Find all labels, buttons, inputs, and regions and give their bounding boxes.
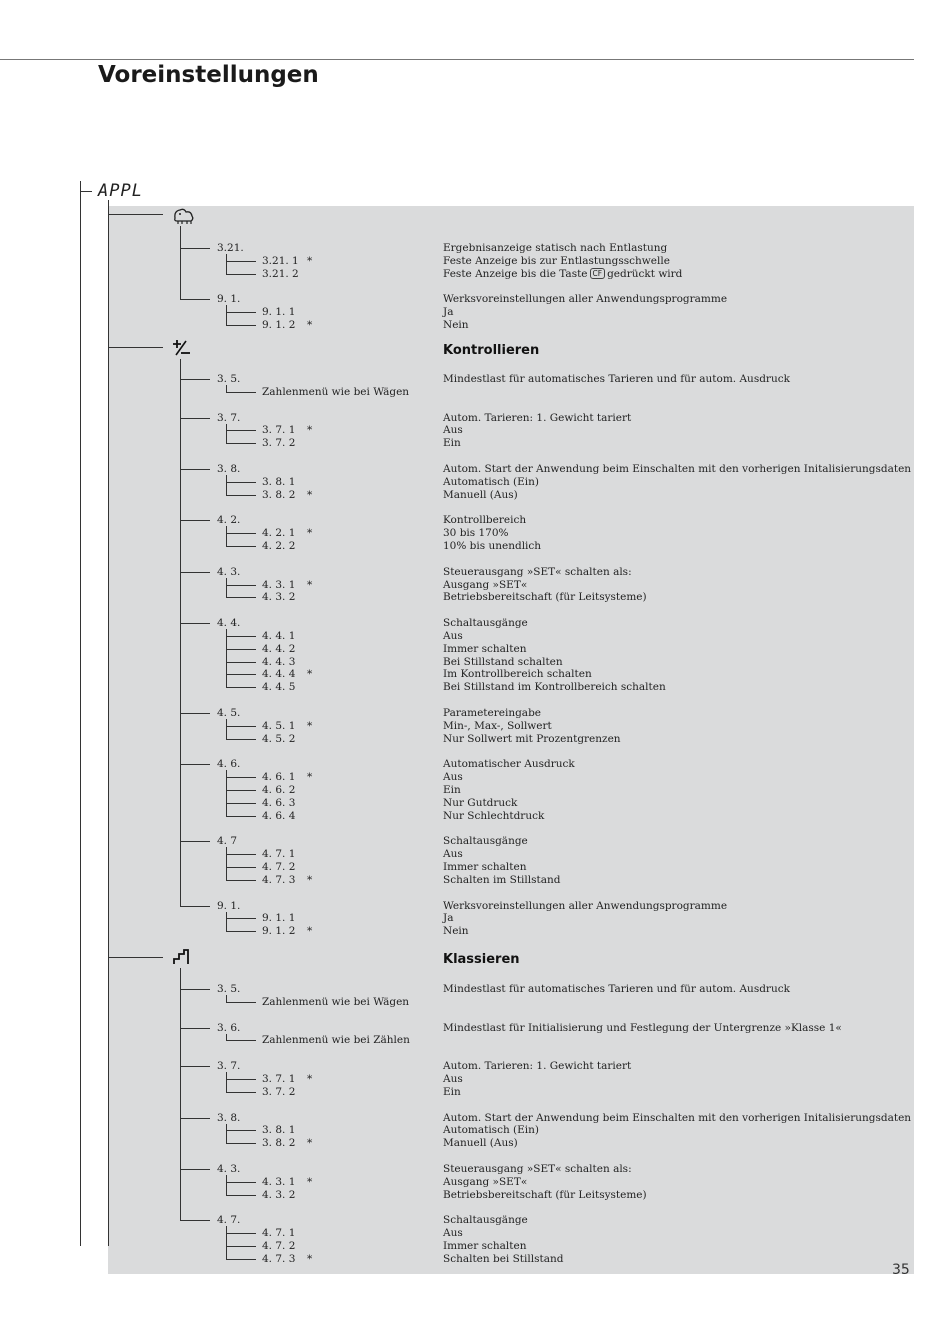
- level2-connector: [226, 546, 256, 547]
- level2-trunk-line: [226, 475, 227, 495]
- menu-code: Zahlenmenü wie bei Wägen: [262, 385, 410, 398]
- menu-description: Mindestlast für Initialisierung und Festlegung der Untergrenze »Klasse 1«: [443, 1021, 842, 1034]
- menu-code: 3. 8. 2: [262, 488, 296, 501]
- menu-code: 3. 8.: [217, 1111, 241, 1124]
- level2-connector: [226, 392, 256, 393]
- level2-connector: [226, 482, 256, 483]
- menu-description: Immer schalten: [443, 1240, 527, 1252]
- menu-code: 3. 7. 1: [262, 424, 296, 437]
- menu-code: 9. 1. 2: [262, 925, 296, 938]
- level2-trunk-line: [226, 526, 227, 546]
- level2-trunk-line: [226, 629, 227, 687]
- menu-description: Autom. Tarieren: 1. Gewicht tariert: [443, 1060, 632, 1073]
- menu-description: Betriebsbereitschaft (für Leitsysteme): [443, 1188, 647, 1201]
- level2-trunk-line: [226, 385, 227, 392]
- default-marker: *: [307, 1175, 313, 1188]
- description-text: Feste Anzeige bis die Taste: [443, 267, 588, 280]
- menu-code: 4. 2. 2: [262, 540, 296, 552]
- level1-connector: [180, 1066, 210, 1067]
- menu-code: 3. 5.: [217, 373, 241, 385]
- level2-connector: [226, 495, 256, 496]
- menu-code: 4. 7: [217, 835, 238, 848]
- menu-code: 3. 7. 2: [262, 1085, 296, 1098]
- section1-connector: [108, 214, 163, 215]
- menu-code: 9. 1.: [217, 293, 241, 306]
- level1-trunk-line: [180, 968, 181, 1220]
- menu-description: Autom. Tarieren: 1. Gewicht tariert: [443, 411, 632, 424]
- level2-trunk-line: [226, 254, 227, 274]
- level2-connector: [226, 1195, 256, 1196]
- level1-trunk-line: [180, 226, 181, 299]
- menu-code: 9. 1. 1: [262, 912, 296, 925]
- cf-key-icon: CF: [590, 268, 606, 279]
- level2-trunk-line: [226, 770, 227, 815]
- default-marker: *: [307, 488, 313, 501]
- level1-connector: [180, 623, 210, 624]
- menu-description: Ein: [443, 437, 461, 450]
- menu-code: 3. 7. 2: [262, 437, 296, 450]
- menu-code: 4. 5.: [217, 707, 241, 719]
- default-marker: *: [307, 771, 313, 784]
- menu-description: Ein: [443, 1085, 461, 1098]
- level2-connector: [226, 726, 256, 727]
- menu-description: Nur Sollwert mit Prozentgrenzen: [443, 732, 621, 745]
- level1-connector: [180, 1220, 210, 1221]
- menu-description: Steuerausgang »SET« schalten als:: [443, 1163, 632, 1175]
- menu-code: 4. 6.: [217, 758, 241, 771]
- level2-trunk-line: [226, 847, 227, 879]
- level2-connector: [226, 1002, 256, 1003]
- level2-connector: [226, 1092, 256, 1093]
- menu-code: 3. 8. 1: [262, 1124, 296, 1137]
- level2-connector: [226, 312, 256, 313]
- level2-connector: [226, 261, 256, 262]
- level2-connector: [226, 533, 256, 534]
- level2-connector: [226, 880, 256, 881]
- level2-connector: [226, 1246, 256, 1247]
- menu-code: 4. 5. 1: [262, 719, 296, 732]
- menu-description: Autom. Start der Anwendung beim Einschalten mit den vorherigen Initalisierungsdaten: [443, 463, 912, 475]
- header-rule: [0, 59, 914, 60]
- level1-connector: [180, 418, 210, 419]
- menu-code: 9. 1. 2: [262, 319, 296, 331]
- menu-description: Ja: [443, 306, 454, 319]
- level2-trunk-line: [226, 1072, 227, 1092]
- section3-heading: Klassieren: [443, 952, 520, 967]
- menu-description: Bei Stillstand im Kontrollbereich schalten: [443, 681, 666, 694]
- level2-trunk-line: [226, 424, 227, 444]
- menu-description: Aus: [443, 1227, 463, 1240]
- menu-code: 3. 5.: [217, 983, 241, 995]
- default-marker: *: [307, 925, 313, 938]
- default-marker: *: [307, 873, 313, 886]
- level1-connector: [180, 572, 210, 573]
- level2-connector: [226, 585, 256, 586]
- description-text: gedrückt wird: [607, 267, 683, 280]
- level2-connector: [226, 443, 256, 444]
- level1-connector: [180, 906, 210, 907]
- menu-description: Ausgang »SET«: [443, 1175, 528, 1188]
- level1-trunk-line: [180, 359, 181, 906]
- menu-description: Min-, Max-, Sollwert: [443, 719, 552, 732]
- section2-connector: [108, 347, 163, 348]
- default-marker: *: [307, 424, 313, 437]
- level1-connector: [180, 841, 210, 842]
- section2-heading: Kontrollieren: [443, 343, 540, 358]
- default-marker: *: [307, 1252, 313, 1265]
- menu-description: Ergebnisanzeige statisch nach Entlastung: [443, 242, 668, 254]
- level2-connector: [226, 1040, 256, 1041]
- menu-code: 4. 4. 4: [262, 668, 296, 681]
- level2-connector: [226, 867, 256, 868]
- menu-code: 4. 7. 2: [262, 1240, 296, 1252]
- default-marker: *: [307, 319, 313, 331]
- level2-connector: [226, 274, 256, 275]
- default-marker: *: [307, 578, 313, 591]
- menu-description: Werksvoreinstellungen aller Anwendungsprogramme: [443, 899, 728, 912]
- level1-connector: [180, 469, 210, 470]
- level2-trunk-line: [226, 1034, 227, 1041]
- plus-minus-checkweighing-icon: [171, 338, 191, 358]
- menu-description: Aus: [443, 630, 463, 642]
- level1-connector: [180, 520, 210, 521]
- menu-code: 4. 7. 2: [262, 861, 296, 873]
- menu-code: 3.21.: [217, 242, 244, 254]
- level2-connector: [226, 1182, 256, 1183]
- menu-code: 4. 7.: [217, 1214, 241, 1227]
- menu-description: Im Kontrollbereich schalten: [443, 668, 592, 681]
- page-title: Voreinstellungen: [98, 62, 319, 88]
- menu-description: Aus: [443, 1073, 463, 1085]
- menu-description: Werksvoreinstellungen aller Anwendungsprogramme: [443, 293, 728, 306]
- level2-connector: [226, 325, 256, 326]
- menu-description: Bei Stillstand schalten: [443, 655, 563, 668]
- appl-trunk-line: [108, 200, 109, 1246]
- default-marker: *: [307, 254, 313, 267]
- menu-code: 3. 8. 2: [262, 1137, 296, 1150]
- menu-description: Immer schalten: [443, 642, 527, 655]
- level2-connector: [226, 687, 256, 688]
- menu-description: Aus: [443, 771, 463, 784]
- menu-description: [443, 268, 682, 281]
- menu-description: Ja: [443, 912, 454, 925]
- menu-code: Zahlenmenü wie bei Wägen: [262, 995, 410, 1008]
- menu-description: Ausgang »SET«: [443, 578, 528, 591]
- level2-trunk-line: [226, 1226, 227, 1258]
- level2-connector: [226, 777, 256, 778]
- menu-code: 3. 7.: [217, 1060, 241, 1073]
- level2-connector: [226, 636, 256, 637]
- menu-code: 4. 3.: [217, 1163, 241, 1175]
- menu-code: 4. 4. 5: [262, 681, 296, 694]
- menu-description: Schaltausgänge: [443, 617, 528, 630]
- level1-connector: [180, 248, 210, 249]
- level2-connector: [226, 662, 256, 663]
- level2-connector: [226, 816, 256, 817]
- menu-code: 3. 6.: [217, 1021, 241, 1034]
- level2-trunk-line: [226, 305, 227, 325]
- menu-code: 3. 7.: [217, 411, 241, 424]
- menu-code: 3.21. 1: [262, 254, 299, 267]
- menu-description: Steuerausgang »SET« schalten als:: [443, 565, 632, 578]
- level2-connector: [226, 674, 256, 675]
- level2-trunk-line: [226, 1124, 227, 1144]
- menu-code: 4. 6. 3: [262, 796, 296, 809]
- menu-code: 9. 1. 1: [262, 306, 296, 319]
- menu-description: 30 bis 170%: [443, 527, 509, 540]
- appl-menu-label: APPL: [98, 181, 143, 201]
- menu-description: Mindestlast für automatisches Tarieren und für autom. Ausdruck: [443, 373, 790, 385]
- level1-connector: [180, 764, 210, 765]
- menu-code: 4. 3. 2: [262, 591, 296, 604]
- menu-description: Autom. Start der Anwendung beim Einschalten mit den vorherigen Initalisierungsdaten: [443, 1111, 912, 1124]
- level1-connector: [180, 989, 210, 990]
- menu-description: 10% bis unendlich: [443, 540, 542, 552]
- level2-connector: [226, 1143, 256, 1144]
- level2-connector: [226, 1233, 256, 1234]
- menu-code: Zahlenmenü wie bei Zählen: [262, 1034, 410, 1047]
- menu-description: Automatisch (Ein): [443, 475, 540, 488]
- menu-code: 4. 3. 2: [262, 1188, 296, 1201]
- level2-connector: [226, 649, 256, 650]
- default-marker: *: [307, 668, 313, 681]
- menu-code: 3. 8. 1: [262, 475, 296, 488]
- menu-code: 4. 3.: [217, 565, 241, 578]
- menu-description: Aus: [443, 848, 463, 861]
- menu-description: Automatischer Ausdruck: [443, 758, 575, 771]
- menu-code: 4. 4. 2: [262, 642, 296, 655]
- level2-connector: [226, 597, 256, 598]
- level2-trunk-line: [226, 719, 227, 739]
- animal-weighing-icon: [172, 206, 196, 226]
- menu-code: 4. 4. 1: [262, 630, 296, 642]
- menu-description: Manuell (Aus): [443, 488, 518, 501]
- menu-code: 3. 8.: [217, 463, 241, 475]
- default-marker: *: [307, 719, 313, 732]
- level2-connector: [226, 739, 256, 740]
- classification-steps-icon: [172, 948, 190, 966]
- level2-trunk-line: [226, 912, 227, 932]
- level2-connector: [226, 790, 256, 791]
- menu-description: Nur Schlechtdruck: [443, 809, 545, 822]
- menu-description: Manuell (Aus): [443, 1137, 518, 1150]
- menu-code: 4. 4.: [217, 617, 241, 630]
- level1-connector: [180, 1118, 210, 1119]
- level2-connector: [226, 1130, 256, 1131]
- page-number: 35: [892, 1262, 910, 1278]
- menu-code: 4. 3. 1: [262, 1175, 296, 1188]
- menu-code: 4. 6. 1: [262, 771, 296, 784]
- default-marker: *: [307, 1073, 313, 1085]
- level2-connector: [226, 931, 256, 932]
- level2-connector: [226, 1079, 256, 1080]
- menu-description: Nur Gutdruck: [443, 796, 518, 809]
- level1-connector: [180, 379, 210, 380]
- menu-code: 3.21. 2: [262, 267, 299, 280]
- menu-code: 3. 7. 1: [262, 1073, 296, 1085]
- menu-description: Ein: [443, 784, 461, 796]
- level2-trunk-line: [226, 578, 227, 598]
- menu-description: Automatisch (Ein): [443, 1124, 540, 1137]
- menu-description: Nein: [443, 925, 469, 938]
- menu-code: 4. 2.: [217, 514, 241, 527]
- default-marker: *: [307, 527, 313, 540]
- level1-connector: [180, 713, 210, 714]
- level2-connector: [226, 918, 256, 919]
- root-connector: [80, 191, 92, 192]
- menu-description: Schalten bei Stillstand: [443, 1252, 564, 1265]
- menu-code: 4. 2. 1: [262, 527, 296, 540]
- level1-connector: [180, 299, 210, 300]
- level1-connector: [180, 1028, 210, 1029]
- menu-code: 4. 6. 2: [262, 784, 296, 796]
- menu-code: 9. 1.: [217, 899, 241, 912]
- menu-description: Parametereingabe: [443, 707, 542, 719]
- menu-code: 4. 7. 1: [262, 1227, 296, 1240]
- level1-connector: [180, 1169, 210, 1170]
- menu-code: 4. 7. 1: [262, 848, 296, 861]
- menu-description: Schaltausgänge: [443, 1214, 528, 1227]
- level2-connector: [226, 1259, 256, 1260]
- menu-description: Feste Anzeige bis zur Entlastungsschwelle: [443, 254, 670, 267]
- menu-description: Schalten im Stillstand: [443, 873, 561, 886]
- menu-description: Nein: [443, 319, 469, 331]
- level2-connector: [226, 430, 256, 431]
- menu-code: 4. 7. 3: [262, 1252, 296, 1265]
- menu-description: Aus: [443, 424, 463, 437]
- menu-description: Immer schalten: [443, 861, 527, 873]
- level2-trunk-line: [226, 995, 227, 1002]
- menu-description: Mindestlast für automatisches Tarieren und für autom. Ausdruck: [443, 983, 790, 995]
- menu-code: 4. 7. 3: [262, 873, 296, 886]
- root-trunk-line: [80, 181, 81, 1246]
- menu-description: Kontrollbereich: [443, 514, 527, 527]
- default-marker: *: [307, 1137, 313, 1150]
- menu-code: 4. 3. 1: [262, 578, 296, 591]
- menu-code: 4. 4. 3: [262, 655, 296, 668]
- menu-code: 4. 5. 2: [262, 732, 296, 745]
- level2-connector: [226, 803, 256, 804]
- level2-connector: [226, 854, 256, 855]
- level2-trunk-line: [226, 1175, 227, 1195]
- menu-description: Schaltausgänge: [443, 835, 528, 848]
- section3-connector: [108, 957, 163, 958]
- menu-description: Betriebsbereitschaft (für Leitsysteme): [443, 591, 647, 604]
- menu-code: 4. 6. 4: [262, 809, 296, 822]
